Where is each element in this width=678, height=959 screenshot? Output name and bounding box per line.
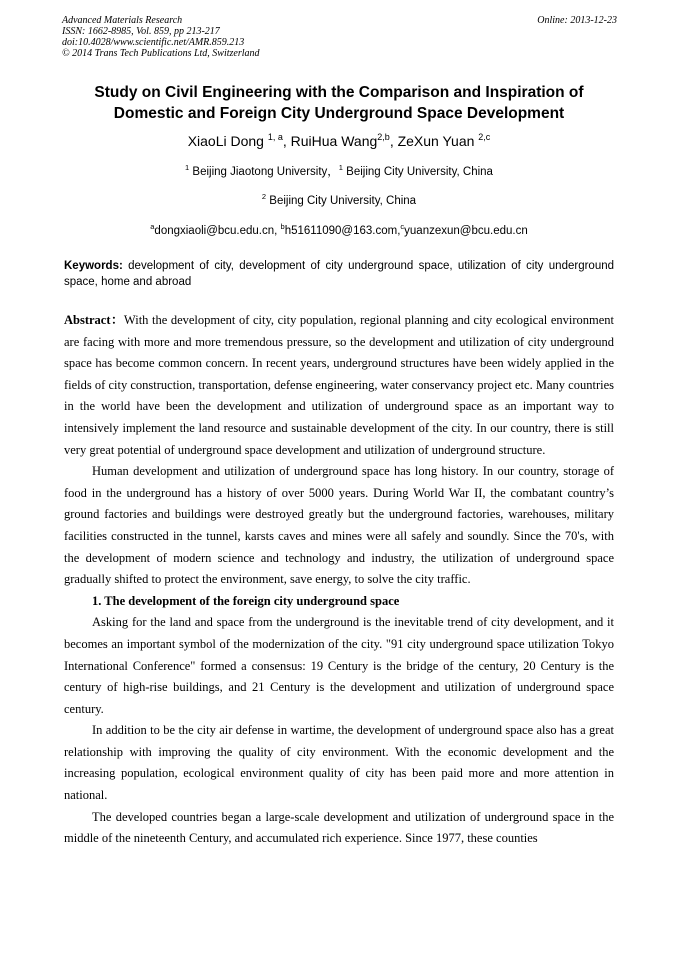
abstract-paragraph [64,310,614,461]
copyright-line: © 2014 Trans Tech Publications Ltd, Switzerland [62,48,260,59]
affil-marker: 2 [261,192,267,201]
affil-text: Beijing City University, China [266,195,417,207]
author-2: , RuiHua Wang [282,133,378,149]
author-3: , ZeXun Yuan [389,133,479,149]
title-line-2: Domestic and Foreign City Underground Space Development [113,105,565,122]
body-paragraph: Human development and utilization of underground space has long history. In our country, storage of food in the underground has a history of over 5000 years. During World War II, the combatant country’s ground factories and buildings were destroyed greatly but the underground factories, warehouses, military facilities constructed in the tunnel, karsts caves and mines were all safely and soundly. Since the 70's, with the development of modern science and technology and industry, the utilization of underground space gradually shifted to protect the environment, save energy, to solve the city traffic. [64,464,614,587]
body-paragraph: Asking for the land and space from the underground is the inevitable trend of city development, and it becomes an important symbol of the modernization of the city. "91 city underground space utilization Tokyo International Conference" formed a consensus: 19 Century is the bridge of the century, 20 Century is the century of high-rise buildings, and 21 Century is the development and utilization of underground space century. [64,615,614,716]
author-1: XiaoLi Dong [187,133,268,149]
affil-text: Beijing City University, China [342,166,493,178]
email-link[interactable]: yuanzexun@bcu.edu.cn [404,225,528,237]
affil-marker: 1 [338,163,343,172]
author-3-affil: 2,c [478,132,491,142]
keywords-block [64,259,614,290]
keywords-text: development of city, development of city underground space, utilization of city underground space, home and abroad [64,260,614,288]
body-paragraph: The developed countries began a large-scale development and utilization of underground space in the middle of the nineteenth Century, and accumulated rich experience. Since 1977, these counties [64,809,614,846]
issn-info: ISSN: 1662-8985, Vol. 859, pp 213-217 [62,26,220,37]
affil-marker: 1 [185,163,190,172]
section-heading: 1. The development of the foreign city underground space [92,593,400,608]
email-marker: a [150,222,155,231]
paper-title [40,82,638,124]
doi-link[interactable]: doi:10.4028/www.scientific.net/AMR.859.213 [62,37,245,48]
affiliation-line-1 [40,160,638,180]
author-1-affil: 1, a [267,132,283,142]
affiliation-line-2 [40,189,638,209]
author-list [40,127,638,151]
paper-body [64,310,614,850]
author-2-affil: 2,b [377,132,390,142]
keywords-label: Keywords: [64,260,123,272]
journal-header [62,15,617,59]
affil-text: Beijing Jiaotong University， [189,166,339,178]
email-marker: c [400,222,405,231]
title-line-1: Study on Civil Engineering with the Comparison and Inspiration of [94,84,584,101]
author-emails [40,219,638,239]
email-marker: b [280,222,285,231]
email-link[interactable]: dongxiaoli@bcu.edu.cn, [154,225,281,237]
email-link[interactable]: h51611090@163.com, [284,225,401,237]
abstract-text: With the development of city, city population, regional planning and city ecological environment are facing with more and more tremendous pressure, so the development and utilization of city underground space has become common concern. In recent years, underground structures have been widely applied in the fields of city construction, transportation, defense engineering, water conservancy project etc. Many countries in the world have been the development and utilization of underground space as an important way to intensively implement the land resource and sustainable development of the city. In our country, there is still very great potential of underground space development and utilization of underground structure. [64,313,614,457]
abstract-label: Abstract： [64,313,124,327]
journal-name: Advanced Materials Research [62,15,183,26]
online-date: Online: 2013-12-23 [537,15,617,26]
body-paragraph: In addition to be the city air defense in wartime, the development of underground space also has a great relationship with improving the quality of city environment. With the economic development and the increasing population, ecological environment quality of city has been paid more and more attention in national. [64,723,614,803]
